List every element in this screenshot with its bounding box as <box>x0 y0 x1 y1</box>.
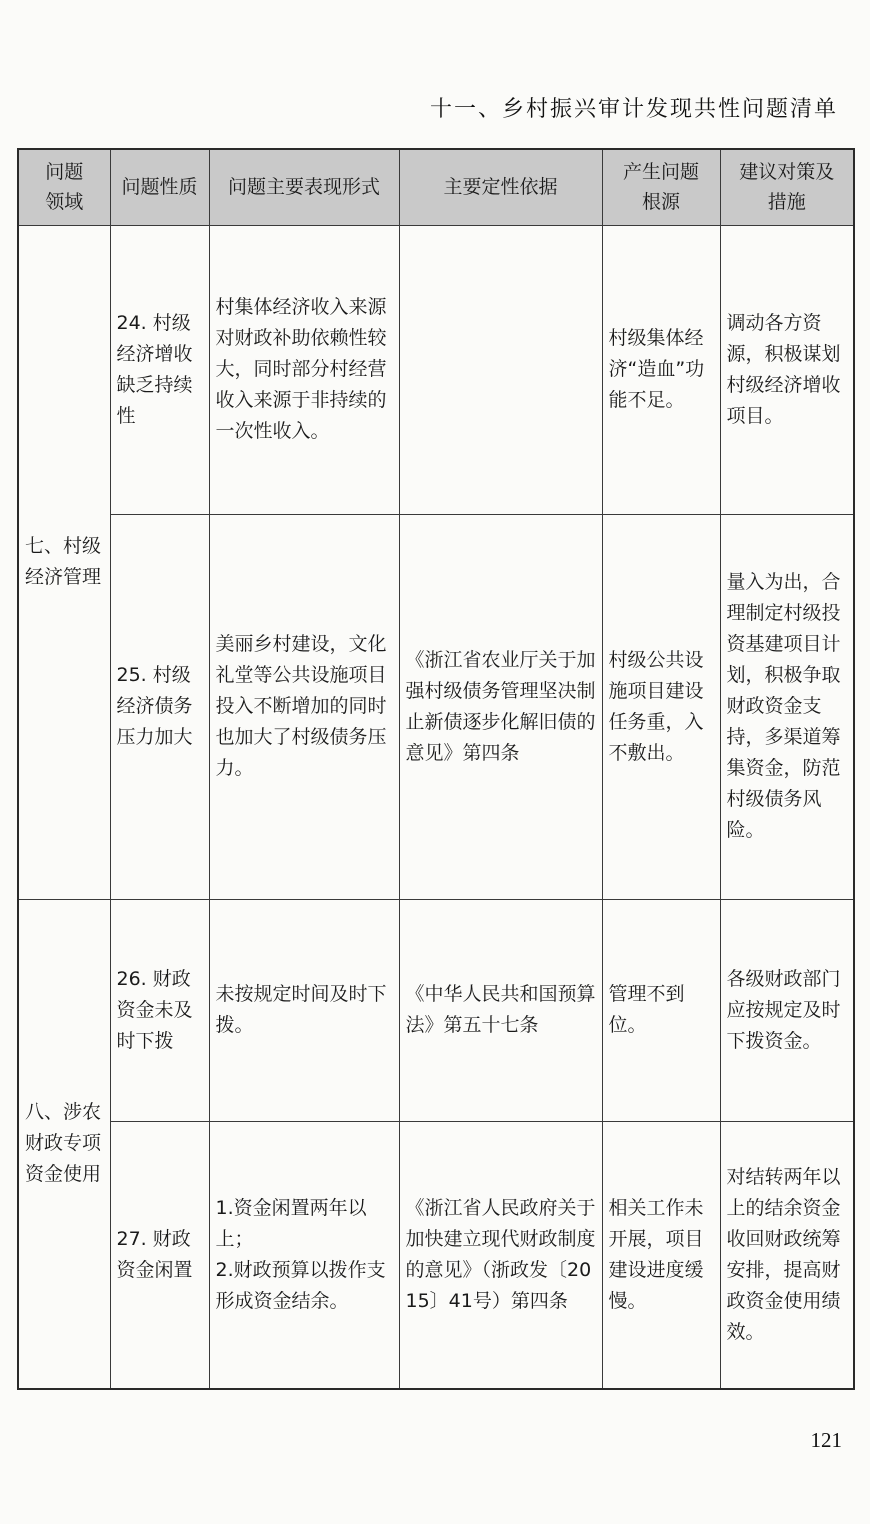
col-header-nature: 问题性质 <box>110 149 209 225</box>
col-header-basis: 主要定性依据 <box>399 149 602 225</box>
basis-cell <box>399 225 602 514</box>
root-cell: 村级集体经济“造血”功能不足。 <box>602 225 720 514</box>
form-cell: 未按规定时间及时下拨。 <box>209 899 399 1121</box>
table-row <box>18 899 854 1121</box>
nature-cell: 26. 财政资金未及时下拨 <box>110 899 209 1121</box>
basis-cell: 《浙江省人民政府关于加快建立现代财政制度的意见》（浙政发〔2015〕41号）第四条 <box>399 1121 602 1389</box>
form-cell: 村集体经济收入来源对财政补助依赖性较大，同时部分村经营收入来源于非持续的一次性收入。 <box>209 225 399 514</box>
form-cell: 1.资金闲置两年以上； 2.财政预算以拨作支形成资金结余。 <box>209 1121 399 1389</box>
chapter-title: 十一、乡村振兴审计发现共性问题清单 <box>429 97 838 122</box>
nature-cell: 25. 村级经济债务压力加大 <box>110 514 209 899</box>
col-header-advice: 建议对策及 措施 <box>720 149 854 225</box>
problem-list-table <box>17 148 855 1390</box>
table-row <box>18 1121 854 1389</box>
col-header-root: 产生问题 根源 <box>602 149 720 225</box>
domain-cell: 七、村级经济管理 <box>18 225 110 899</box>
page-number: 121 <box>810 1428 842 1452</box>
form-cell: 美丽乡村建设，文化礼堂等公共设施项目投入不断增加的同时也加大了村级债务压力。 <box>209 514 399 899</box>
root-cell: 相关工作未开展，项目建设进度缓慢。 <box>602 1121 720 1389</box>
table-row <box>18 514 854 899</box>
col-header-form: 问题主要表现形式 <box>209 149 399 225</box>
domain-cell: 八、涉农财政专项资金使用 <box>18 899 110 1389</box>
advice-cell: 调动各方资源，积极谋划村级经济增收项目。 <box>720 225 854 514</box>
root-cell: 村级公共设施项目建设任务重，入不敷出。 <box>602 514 720 899</box>
advice-cell: 量入为出，合理制定村级投资基建项目计划，积极争取财政资金支持，多渠道筹集资金，防范村级债务风险。 <box>720 514 854 899</box>
advice-cell: 各级财政部门应按规定及时下拨资金。 <box>720 899 854 1121</box>
advice-cell: 对结转两年以上的结余资金收回财政统筹安排，提高财政资金使用绩效。 <box>720 1121 854 1389</box>
basis-cell: 《中华人民共和国预算法》第五十七条 <box>399 899 602 1121</box>
col-header-domain: 问题 领域 <box>18 149 110 225</box>
nature-cell: 24. 村级经济增收缺乏持续性 <box>110 225 209 514</box>
root-cell: 管理不到位。 <box>602 899 720 1121</box>
table-row <box>18 225 854 514</box>
table-header-row <box>18 149 854 225</box>
nature-cell: 27. 财政资金闲置 <box>110 1121 209 1389</box>
basis-cell: 《浙江省农业厅关于加强村级债务管理坚决制止新债逐步化解旧债的意见》第四条 <box>399 514 602 899</box>
